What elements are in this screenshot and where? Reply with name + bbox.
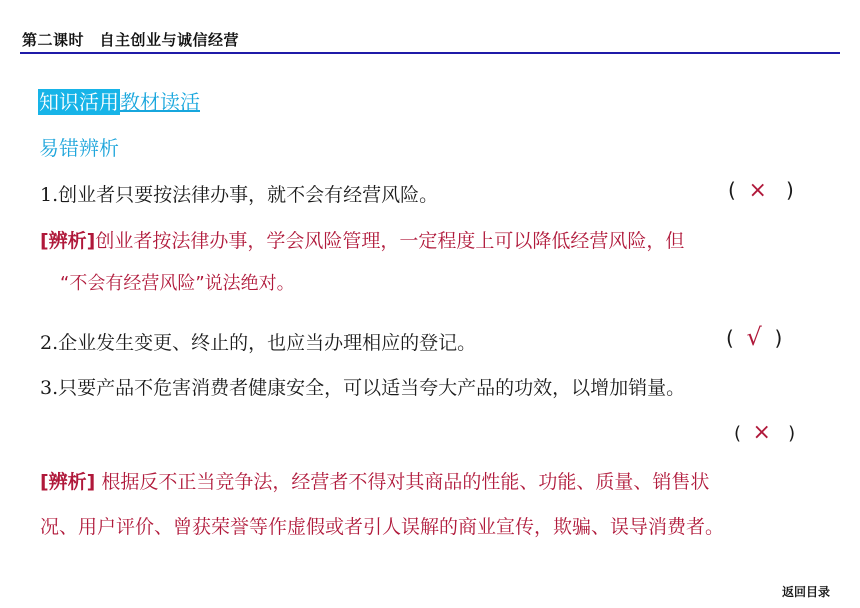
cross-mark-icon: × <box>748 178 767 203</box>
question-text: 只要产品不危害消费者健康安全，可以适当夸大产品的功效，以增加销量。 <box>58 377 686 399</box>
check-mark-icon: √ <box>746 323 762 351</box>
analysis-tag: [辨析] <box>40 230 96 252</box>
question-2 <box>40 328 476 355</box>
subheading: 易错辨析 <box>39 136 119 160</box>
answer-3: ( × ) <box>734 420 796 445</box>
analysis-3-line-1 <box>40 467 709 494</box>
header-divider <box>20 52 840 54</box>
analysis-text: 创业者按法律办事，学会风险管理，一定程度上可以降低经营风险，但 <box>95 230 685 252</box>
back-to-contents-link[interactable]: 返回目录 <box>781 585 830 599</box>
question-number: 3. <box>40 377 59 399</box>
cross-mark-icon: × <box>752 420 771 445</box>
question-1 <box>40 180 438 207</box>
question-text: 企业发生变更、终止的，也应当办理相应的登记。 <box>58 332 477 354</box>
section-tab <box>38 89 200 115</box>
analysis-1-line-1 <box>40 226 684 253</box>
analysis-tag: [辨析] <box>40 471 96 493</box>
answer-2: ( √ ) <box>726 323 783 351</box>
analysis-text: 根据反不正当竞争法，经营者不得对其商品的性能、功能、质量、销售状 <box>101 471 710 493</box>
section-label: 教材读活 <box>120 90 200 114</box>
question-number: 1. <box>40 184 59 206</box>
analysis-3-line-2: 况、用户评价、曾获荣誉等作虚假或者引人误解的商业宣传，欺骗、误导消费者。 <box>40 516 725 538</box>
section-highlight: 知识活用 <box>39 90 119 114</box>
answer-1: ( × ) <box>728 178 794 203</box>
analysis-1-line-2: “不会有经营风险”说法绝对。 <box>60 273 295 294</box>
question-number: 2. <box>40 332 59 354</box>
page-title: 第二课时 自主创业与诚信经营 <box>22 31 240 49</box>
question-3 <box>40 373 685 400</box>
question-text: 创业者只要按法律办事，就不会有经营风险。 <box>58 184 439 206</box>
